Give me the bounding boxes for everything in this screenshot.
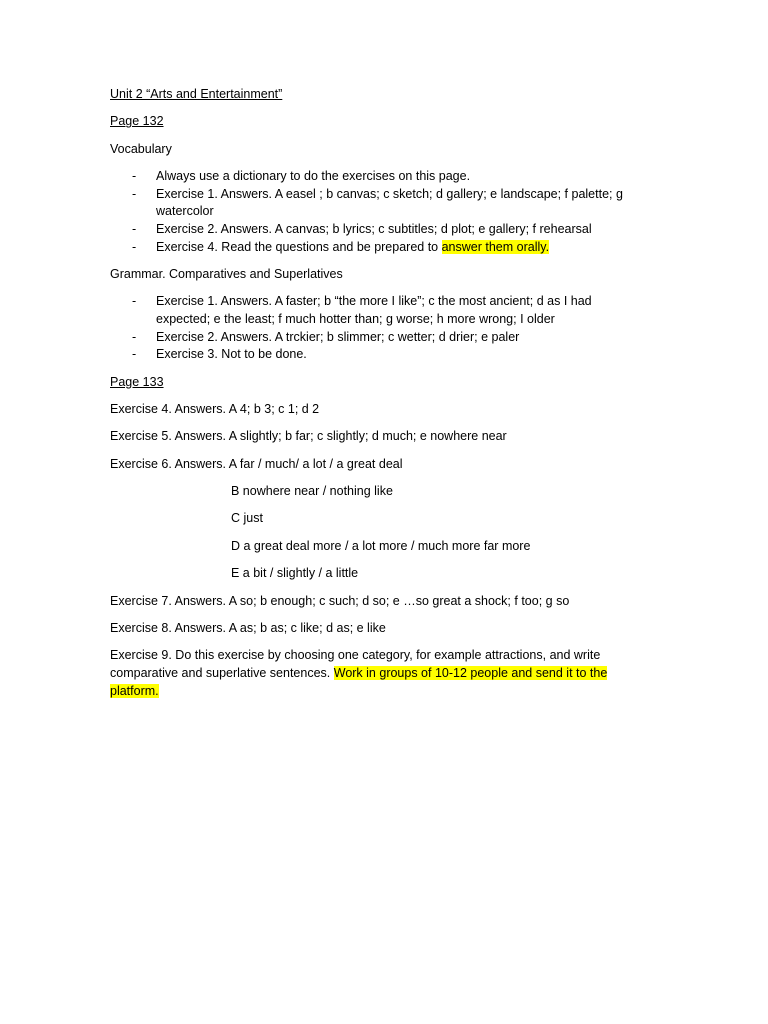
vocabulary-list: [110, 168, 640, 256]
exercise-6-line: C just: [231, 511, 263, 526]
list-item: - Exercise 1. Answers. A faster; b “the more I like”; c the most ancient; d as I had expected; e the least; f much hotter than; g worse; h more wrong; I older: [110, 293, 640, 328]
exercise-6-line: D a great deal more / a lot more / much more far more: [231, 538, 531, 553]
list-item: [110, 239, 640, 257]
list-item: - Exercise 2. Answers. A trckier; b slimmer; c wetter; d drier; e paler: [110, 329, 640, 347]
exercise-6-line: B nowhere near / nothing like: [231, 484, 393, 499]
exercise-4: Exercise 4. Answers. A 4; b 3; c 1; d 2: [110, 401, 320, 416]
exercise-7: Exercise 7. Answers. A so; b enough; c such; d so; e …so great a shock; f too; g so: [110, 593, 570, 608]
list-item: - Always use a dictionary to do the exercises on this page.: [110, 168, 640, 186]
page-heading-132: Page 132: [110, 114, 164, 129]
list-item: - Exercise 3. Not to be done.: [110, 346, 640, 364]
exercise-6-line: E a bit / slightly / a little: [231, 566, 359, 581]
exercise-9: [110, 647, 640, 700]
page-heading-133: Page 133: [110, 374, 164, 389]
list-item: - Exercise 2. Answers. A canvas; b lyrics; c subtitles; d plot; e gallery; f rehearsal: [110, 221, 640, 239]
exercise-8: Exercise 8. Answers. A as; b as; c like; d as; e like: [110, 621, 386, 636]
list-item: - Exercise 1. Answers. A easel ; b canvas; c sketch; d gallery; e landscape; f palette; g watercolor: [110, 186, 640, 221]
document-body: [110, 86, 640, 710]
highlighted-text: answer them orally.: [441, 239, 550, 254]
grammar-list: [110, 293, 640, 363]
item-text: Exercise 4. Read the questions and be prepared to: [156, 239, 442, 254]
exercise-5: Exercise 5. Answers. A slightly; b far; c slightly; d much; e nowhere near: [110, 429, 507, 444]
exercise-6: Exercise 6. Answers. A far / much/ a lot / a great deal: [110, 456, 403, 471]
highlighted-text: Work in groups of 10-12 people and send it to the platform.: [110, 666, 608, 698]
vocabulary-heading: Vocabulary: [110, 141, 172, 156]
item-text: Exercise 9. Do this exercise by choosing one category, for example attractions, and write comparative and superlative sentences.: [110, 648, 601, 680]
unit-title: Unit 2 “Arts and Entertainment”: [110, 87, 283, 101]
grammar-heading: Grammar. Comparatives and Superlatives: [110, 266, 343, 281]
